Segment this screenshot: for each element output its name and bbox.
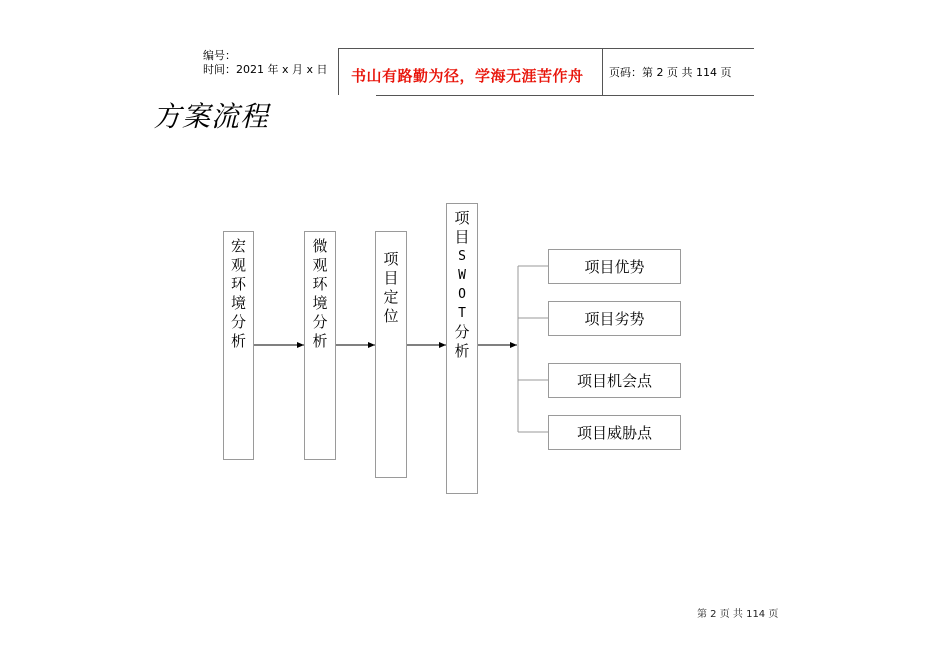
page-footer: 第 2 页 共 114 页 <box>697 609 779 620</box>
outcome-project-strengths: 项目优势 <box>548 249 681 284</box>
step-char: 境 <box>230 294 246 312</box>
step-char: 环 <box>230 275 246 293</box>
header-motto: 书山有路勤为径，学海无涯苦作舟 <box>351 67 584 85</box>
step-char: 析 <box>312 332 328 350</box>
outcome-project-weaknesses: 项目劣势 <box>548 301 681 336</box>
step-char: 析 <box>230 332 246 350</box>
step-char: 析 <box>454 342 470 360</box>
step-char: S <box>458 249 466 264</box>
step-char: 定 <box>383 288 399 306</box>
step-project-swot <box>446 203 478 494</box>
step-char: 分 <box>312 313 328 331</box>
step-char: 宏 <box>230 237 246 255</box>
document-number-label: 编号： <box>203 49 236 62</box>
step-char: 目 <box>383 269 399 287</box>
step-char: 观 <box>312 256 328 274</box>
step-char: 位 <box>383 307 399 325</box>
step-char: 境 <box>312 294 328 312</box>
step-char: 分 <box>230 313 246 331</box>
step-char: O <box>458 287 466 302</box>
step-char: 项 <box>383 250 399 268</box>
outcome-project-opportunities: 项目机会点 <box>548 363 681 398</box>
step-char: 项 <box>454 209 470 227</box>
step-char: 观 <box>230 256 246 274</box>
step-char: 微 <box>312 237 328 255</box>
header-page-info: 页码：第 2 页 共 114 页 <box>609 66 732 79</box>
step-micro-environment <box>304 231 336 460</box>
step-char: 环 <box>312 275 328 293</box>
step-char: 目 <box>454 228 470 246</box>
step-project-positioning <box>375 231 407 478</box>
document-time-label: 时间：2021 年 x 月 x 日 <box>203 63 328 76</box>
step-macro-environment <box>223 231 254 460</box>
step-char: T <box>458 306 466 321</box>
page-title: 方案流程 <box>153 100 270 133</box>
outcome-project-threats: 项目威胁点 <box>548 415 681 450</box>
step-char: 分 <box>454 323 470 341</box>
step-char: W <box>458 268 466 283</box>
